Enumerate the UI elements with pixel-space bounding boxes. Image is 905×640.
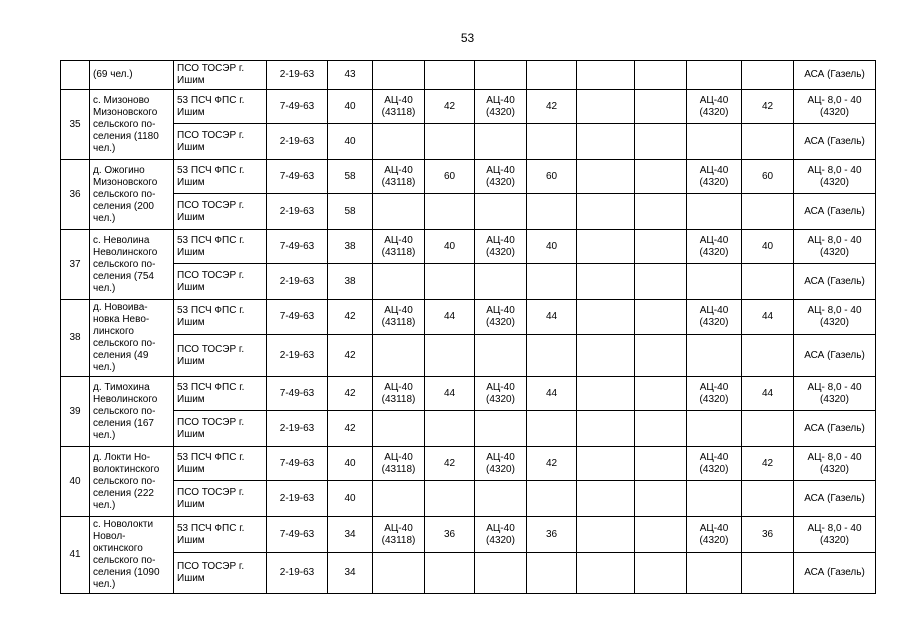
vehicle-cell: АЦ-40 (43118) xyxy=(373,447,425,481)
reserve-cell: АСА (Газель) xyxy=(794,61,876,90)
table-row xyxy=(61,194,876,230)
vehicle-time-cell: 44 xyxy=(527,377,577,411)
vehicle-time-cell: 40 xyxy=(527,230,577,264)
reserve-cell: АЦ- 8,0 - 40 (4320) xyxy=(794,300,876,335)
unit-cell: ПСО ТОСЭР г. Ишим xyxy=(174,194,267,230)
reserve-cell: АСА (Газель) xyxy=(794,481,876,517)
unit-cell: ПСО ТОСЭР г. Ишим xyxy=(174,124,267,160)
reserve-cell: АЦ- 8,0 - 40 (4320) xyxy=(794,160,876,194)
num-cell: 40 xyxy=(61,447,90,517)
phone-cell: 7-49-63 xyxy=(267,447,328,481)
vehicle-time-cell: 60 xyxy=(742,160,794,194)
num-cell xyxy=(61,61,90,90)
vehicle-time-cell: 44 xyxy=(742,377,794,411)
vehicle-time-cell: 36 xyxy=(742,517,794,553)
unit-cell: ПСО ТОСЭР г. Ишим xyxy=(174,553,267,594)
vehicle-time-cell: 60 xyxy=(425,160,475,194)
time-cell: 42 xyxy=(328,335,373,377)
num-cell: 41 xyxy=(61,517,90,594)
vehicle-cell: АЦ-40 (43118) xyxy=(373,377,425,411)
time-cell: 43 xyxy=(328,61,373,90)
num-cell: 39 xyxy=(61,377,90,447)
phone-cell: 2-19-63 xyxy=(267,264,328,300)
phone-cell: 7-49-63 xyxy=(267,90,328,124)
vehicle-cell: АЦ-40 (4320) xyxy=(687,160,742,194)
phone-cell: 2-19-63 xyxy=(267,335,328,377)
unit-cell: 53 ПСЧ ФПС г. Ишим xyxy=(174,300,267,335)
vehicle-time-cell: 44 xyxy=(425,377,475,411)
unit-cell: 53 ПСЧ ФПС г. Ишим xyxy=(174,230,267,264)
vehicle-cell: АЦ-40 (43118) xyxy=(373,230,425,264)
vehicle-time-cell: 42 xyxy=(425,447,475,481)
vehicle-time-cell: 60 xyxy=(527,160,577,194)
reserve-cell: АСА (Газель) xyxy=(794,553,876,594)
phone-cell: 7-49-63 xyxy=(267,517,328,553)
vehicle-cell: АЦ-40 (4320) xyxy=(475,160,527,194)
vehicle-cell: АЦ-40 (43118) xyxy=(373,90,425,124)
reserve-cell: АСА (Газель) xyxy=(794,194,876,230)
unit-cell: 53 ПСЧ ФПС г. Ишим xyxy=(174,517,267,553)
unit-cell: 53 ПСЧ ФПС г. Ишим xyxy=(174,90,267,124)
table-row xyxy=(61,160,876,194)
locality-cell: с. Мизоново Мизоновского сельского по-селения (1180 чел.) xyxy=(90,90,174,160)
unit-cell: 53 ПСЧ ФПС г. Ишим xyxy=(174,447,267,481)
table-row xyxy=(61,377,876,411)
table-row xyxy=(61,517,876,553)
table-row xyxy=(61,335,876,377)
phone-cell: 7-49-63 xyxy=(267,377,328,411)
vehicle-cell: АЦ-40 (43118) xyxy=(373,160,425,194)
phone-cell: 2-19-63 xyxy=(267,411,328,447)
vehicle-time-cell: 42 xyxy=(527,90,577,124)
vehicle-cell: АЦ-40 (4320) xyxy=(475,300,527,335)
time-cell: 40 xyxy=(328,481,373,517)
phone-cell: 2-19-63 xyxy=(267,553,328,594)
vehicle-time-cell: 42 xyxy=(425,90,475,124)
vehicle-cell: АЦ-40 (4320) xyxy=(475,517,527,553)
num-cell: 38 xyxy=(61,300,90,377)
table-row xyxy=(61,481,876,517)
vehicle-cell: АЦ-40 (4320) xyxy=(687,90,742,124)
table-row xyxy=(61,411,876,447)
num-cell: 35 xyxy=(61,90,90,160)
vehicle-time-cell: 40 xyxy=(742,230,794,264)
table-row xyxy=(61,553,876,594)
time-cell: 40 xyxy=(328,90,373,124)
num-cell: 37 xyxy=(61,230,90,300)
locality-cell: (69 чел.) xyxy=(90,61,174,90)
locality-cell: д. Ожогино Мизоновского сельского по-селения (200 чел.) xyxy=(90,160,174,230)
vehicle-time-cell: 42 xyxy=(742,447,794,481)
table-row xyxy=(61,300,876,335)
phone-cell: 2-19-63 xyxy=(267,194,328,230)
locality-cell: д. Новоива-новка Нево-линского сельского по-селения (49 чел.) xyxy=(90,300,174,377)
reserve-cell: АСА (Газель) xyxy=(794,264,876,300)
time-cell: 42 xyxy=(328,377,373,411)
time-cell: 40 xyxy=(328,447,373,481)
vehicle-time-cell: 42 xyxy=(527,447,577,481)
phone-cell: 7-49-63 xyxy=(267,160,328,194)
time-cell: 42 xyxy=(328,411,373,447)
phone-cell: 2-19-63 xyxy=(267,481,328,517)
time-cell: 42 xyxy=(328,300,373,335)
reserve-cell: АЦ- 8,0 - 40 (4320) xyxy=(794,447,876,481)
table-row xyxy=(61,230,876,264)
time-cell: 40 xyxy=(328,124,373,160)
table-row xyxy=(61,124,876,160)
time-cell: 34 xyxy=(328,517,373,553)
time-cell: 38 xyxy=(328,264,373,300)
unit-cell: ПСО ТОСЭР г. Ишим xyxy=(174,264,267,300)
vehicle-cell: АЦ-40 (4320) xyxy=(475,447,527,481)
vehicle-cell: АЦ-40 (43118) xyxy=(373,300,425,335)
reserve-cell: АЦ- 8,0 - 40 (4320) xyxy=(794,90,876,124)
vehicle-time-cell: 36 xyxy=(425,517,475,553)
vehicle-cell: АЦ-40 (4320) xyxy=(475,90,527,124)
unit-cell: 53 ПСЧ ФПС г. Ишим xyxy=(174,377,267,411)
vehicle-cell: АЦ-40 (4320) xyxy=(687,300,742,335)
locality-cell: д. Тимохина Неволинского сельского по-селения (167 чел.) xyxy=(90,377,174,447)
time-cell: 34 xyxy=(328,553,373,594)
unit-cell: ПСО ТОСЭР г. Ишим xyxy=(174,481,267,517)
vehicle-cell: АЦ-40 (4320) xyxy=(687,230,742,264)
table-row xyxy=(61,61,876,90)
vehicle-cell: АЦ-40 (4320) xyxy=(475,230,527,264)
vehicle-cell: АЦ-40 (43118) xyxy=(373,517,425,553)
phone-cell: 7-49-63 xyxy=(267,230,328,264)
reserve-cell: АСА (Газель) xyxy=(794,411,876,447)
reserve-cell: АСА (Газель) xyxy=(794,335,876,377)
locality-cell: д. Локти Но-волоктинского сельского по-селения (222 чел.) xyxy=(90,447,174,517)
vehicle-time-cell: 40 xyxy=(425,230,475,264)
table-row xyxy=(61,447,876,481)
vehicle-cell: АЦ-40 (4320) xyxy=(475,377,527,411)
reserve-cell: АЦ- 8,0 - 40 (4320) xyxy=(794,517,876,553)
vehicle-time-cell: 44 xyxy=(742,300,794,335)
vehicle-time-cell: 42 xyxy=(742,90,794,124)
locality-cell: с. Неволина Неволинского сельского по-селения (754 чел.) xyxy=(90,230,174,300)
vehicle-time-cell: 44 xyxy=(527,300,577,335)
vehicle-cell: АЦ-40 (4320) xyxy=(687,447,742,481)
phone-cell: 2-19-63 xyxy=(267,124,328,160)
vehicle-cell: АЦ-40 (4320) xyxy=(687,517,742,553)
table-row xyxy=(61,90,876,124)
page-number: 53 xyxy=(460,31,475,45)
reserve-cell: АЦ- 8,0 - 40 (4320) xyxy=(794,377,876,411)
reserve-cell: АЦ- 8,0 - 40 (4320) xyxy=(794,230,876,264)
phone-cell: 2-19-63 xyxy=(267,61,328,90)
unit-cell: 53 ПСЧ ФПС г. Ишим xyxy=(174,160,267,194)
time-cell: 58 xyxy=(328,160,373,194)
phone-cell: 7-49-63 xyxy=(267,300,328,335)
unit-cell: ПСО ТОСЭР г. Ишим xyxy=(174,335,267,377)
time-cell: 38 xyxy=(328,230,373,264)
unit-cell: ПСО ТОСЭР г. Ишим xyxy=(174,61,267,90)
unit-cell: ПСО ТОСЭР г. Ишим xyxy=(174,411,267,447)
vehicle-cell: АЦ-40 (4320) xyxy=(687,377,742,411)
num-cell: 36 xyxy=(61,160,90,230)
time-cell: 58 xyxy=(328,194,373,230)
vehicle-time-cell: 44 xyxy=(425,300,475,335)
reserve-cell: АСА (Газель) xyxy=(794,124,876,160)
vehicle-time-cell: 36 xyxy=(527,517,577,553)
locality-cell: с. Новолокти Новол-октинского сельского по-селения (1090 чел.) xyxy=(90,517,174,594)
fire-response-table xyxy=(60,60,876,594)
table-row xyxy=(61,264,876,300)
